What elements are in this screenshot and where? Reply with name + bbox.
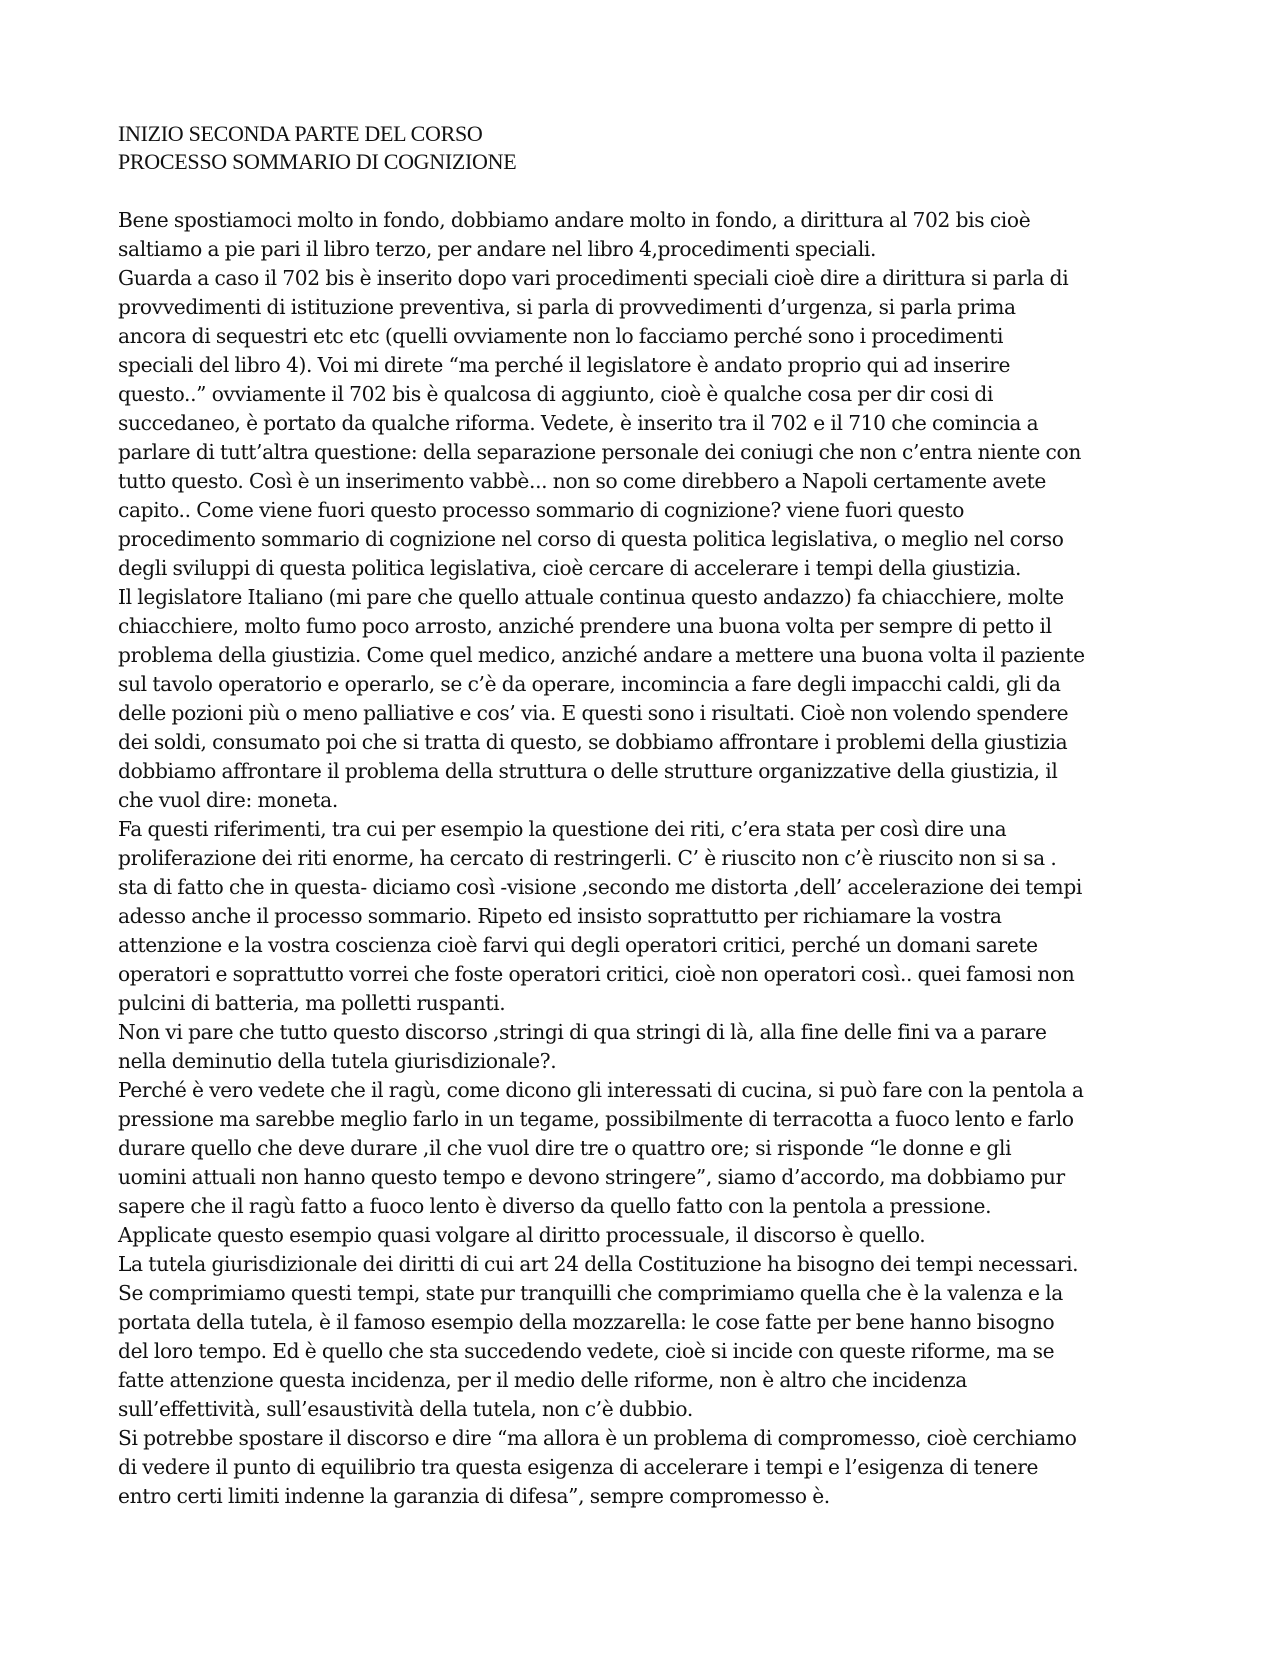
document-body — [118, 206, 1208, 1511]
text-line: sapere che il ragù fatto a fuoco lento è diverso da quello fatto con la pentola a pressione. — [118, 1194, 992, 1218]
text-line: questo..” ovviamente il 702 bis è qualcosa di aggiunto, cioè è qualche cosa per dir cosi di — [118, 382, 994, 406]
text-line: dobbiamo affrontare il problema della struttura o delle strutture organizzative della giustizia, il — [118, 759, 1058, 783]
text-line: Se comprimiamo questi tempi, state pur tranquilli che comprimiamo quella che è la valenza e la — [118, 1281, 1063, 1305]
text-line: pulcini di batteria, ma polletti ruspanti. — [118, 991, 506, 1015]
text-line: Applicate questo esempio quasi volgare al diritto processuale, il discorso è quello. — [118, 1223, 926, 1247]
text-line: che vuol dire: moneta. — [118, 788, 338, 812]
text-line: capito.. Come viene fuori questo processo sommario di cognizione? viene fuori questo — [118, 498, 965, 522]
heading-line-1: INIZIO SECONDA PARTE DEL CORSO — [118, 121, 483, 146]
heading-line-2: PROCESSO SOMMARIO DI COGNIZIONE — [118, 149, 517, 174]
text-line: Fa questi riferimenti, tra cui per esempio la questione dei riti, c’era stata per così dire una — [118, 817, 1007, 841]
text-line: parlare di tutt’altra questione: della separazione personale dei coniugi che non c’entra niente con — [118, 440, 1081, 464]
text-line: proliferazione dei riti enorme, ha cercato di restringerli. C’ è riuscito non c’è riuscito non si sa . — [118, 846, 1057, 870]
text-line: succedaneo, è portato da qualche riforma. Vedete, è inserito tra il 702 e il 710 che comincia a — [118, 411, 1039, 435]
text-line: sta di fatto che in questa- diciamo così -visione ,secondo me distorta ,dell’ accelerazione dei tempi — [118, 875, 1083, 899]
text-line: chiacchiere, molto fumo poco arrosto, anziché prendere una buona volta per sempre di petto il — [118, 614, 1052, 638]
text-line: portata della tutela, è il famoso esempio della mozzarella: le cose fatte per bene hanno bisogno — [118, 1310, 1055, 1334]
text-line: di vedere il punto di equilibrio tra questa esigenza di accelerare i tempi e l’esigenza di tenere — [118, 1455, 1039, 1479]
text-line: nella deminutio della tutela giurisdizionale?. — [118, 1049, 557, 1073]
text-line: La tutela giurisdizionale dei diritti di cui art 24 della Costituzione ha bisogno dei tempi necessari. — [118, 1252, 1079, 1276]
text-line: dei soldi, consumato poi che si tratta di questo, se dobbiamo affrontare i problemi della giustizia — [118, 730, 1068, 754]
text-line: delle pozioni più o meno palliative e cos’ via. E questi sono i risultati. Cioè non volendo spendere — [118, 701, 1069, 725]
text-line: operatori e soprattutto vorrei che foste operatori critici, cioè non operatori così.. quei famosi non — [118, 962, 1075, 986]
text-line: fatte attenzione questa incidenza, per il medio delle riforme, non è altro che incidenza — [118, 1368, 967, 1392]
text-line: tutto questo. Così è un inserimento vabbè... non so come direbbero a Napoli certamente avete — [118, 469, 1046, 493]
text-line: attenzione e la vostra coscienza cioè farvi qui degli operatori critici, perché un domani sarete — [118, 933, 1038, 957]
text-line: speciali del libro 4). Voi mi direte “ma perché il legislatore è andato proprio qui ad inserire — [118, 353, 1011, 377]
text-line: sull’effettività, sull’esaustività della tutela, non c’è dubbio. — [118, 1397, 693, 1421]
text-line: procedimento sommario di cognizione nel corso di questa politica legislativa, o meglio nel corso — [118, 527, 1064, 551]
text-line: adesso anche il processo sommario. Ripeto ed insisto soprattutto per richiamare la vostra — [118, 904, 1002, 928]
text-line: provvedimenti di istituzione preventiva, si parla di provvedimenti d’urgenza, si parla prima — [118, 295, 1016, 319]
text-line: Il legislatore Italiano (mi pare che quello attuale continua questo andazzo) fa chiacchiere, molte — [118, 585, 1064, 609]
text-line: durare quello che deve durare ,il che vuol dire tre o quattro ore; si risponde “le donne e gli — [118, 1136, 1012, 1160]
text-line: Guarda a caso il 702 bis è inserito dopo vari procedimenti speciali cioè dire a dirittura si parla di — [118, 266, 1069, 290]
text-line: ancora di sequestri etc etc (quelli ovviamente non lo facciamo perché sono i procedimenti — [118, 324, 1004, 348]
text-line: sul tavolo operatorio e operarlo, se c’è da operare, incomincia a fare degli impacchi caldi, gli da — [118, 672, 1061, 696]
text-line: degli sviluppi di questa politica legislativa, cioè cercare di accelerare i tempi della giustizia. — [118, 556, 1022, 580]
text-line: Si potrebbe spostare il discorso e dire “ma allora è un problema di compromesso, cioè cerchiamo — [118, 1426, 1077, 1450]
text-line: uomini attuali non hanno questo tempo e devono stringere”, siamo d’accordo, ma dobbiamo pur — [118, 1165, 1065, 1189]
text-line: saltiamo a pie pari il libro terzo, per andare nel libro 4,procedimenti speciali. — [118, 237, 877, 261]
text-line: pressione ma sarebbe meglio farlo in un tegame, possibilmente di terracotta a fuoco lento e farlo — [118, 1107, 1074, 1131]
text-line: Non vi pare che tutto questo discorso ,stringi di qua stringi di là, alla fine delle fini va a parare — [118, 1020, 1047, 1044]
text-line: del loro tempo. Ed è quello che sta succedendo vedete, cioè si incide con queste riforme, ma se — [118, 1339, 1055, 1363]
text-line: Perché è vero vedete che il ragù, come dicono gli interessati di cucina, si può fare con la pentola a — [118, 1078, 1084, 1102]
text-line: entro certi limiti indenne la garanzia di difesa”, sempre compromesso è. — [118, 1484, 830, 1508]
text-line: Bene spostiamoci molto in fondo, dobbiamo andare molto in fondo, a dirittura al 702 bis cioè — [118, 208, 1031, 232]
document-heading — [118, 120, 516, 176]
text-line: problema della giustizia. Come quel medico, anziché andare a mettere una buona volta il paziente — [118, 643, 1085, 667]
